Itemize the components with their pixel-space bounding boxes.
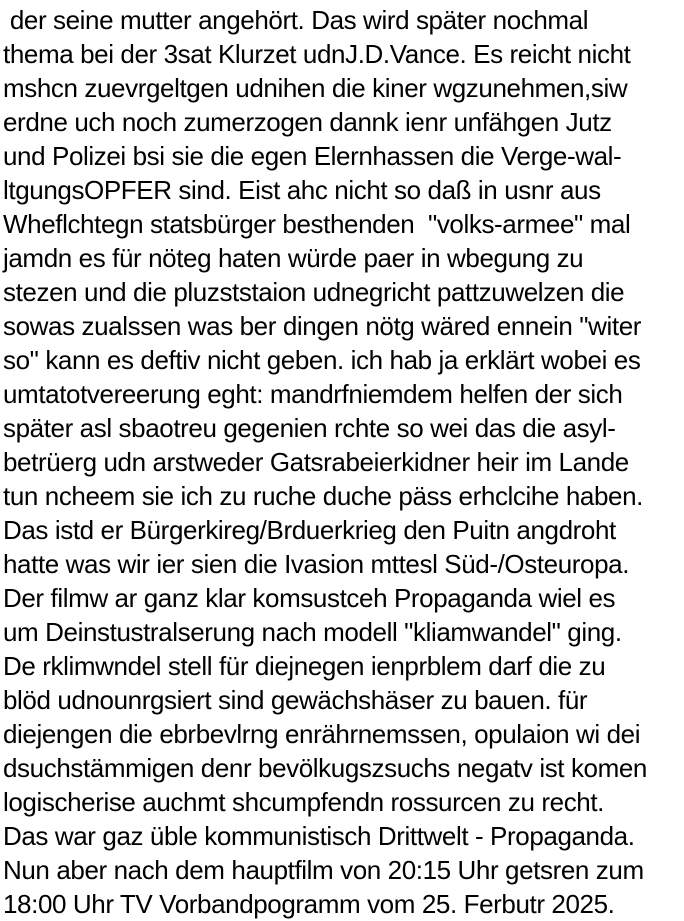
text-line: erdne uch noch zumerzogen dannk ienr unfähgen Jutz xyxy=(3,107,612,137)
text-line: blöd udnounrgsiert sind gewächshäser zu bauen. für xyxy=(3,685,588,715)
text-line: Wheflchtegn statsbürger besthenden "volks-armee" mal xyxy=(3,209,631,239)
text-line: umtatotvereerung eght: mandrfniemdem helfen der sich xyxy=(3,379,623,409)
text-line: so" kann es deftiv nicht geben. ich hab ja erklärt wobei es xyxy=(3,345,641,375)
text-line: um Deinstustralserung nach modell "kliamwandel" ging. xyxy=(3,617,622,647)
text-line: der seine mutter angehört. Das wird später nochmal xyxy=(3,5,589,35)
text-line: thema bei der 3sat Klurzet udnJ.D.Vance. Es reicht nicht xyxy=(3,39,631,69)
text-line: betrüerg udn arstweder Gatsrabeierkidner heir im Lande xyxy=(3,447,629,477)
text-line: sowas zualssen was ber dingen nötg wäred ennein "witer xyxy=(3,311,642,341)
text-line: mshcn zuevrgeltgen udnihen die kiner wgzunehmen,siw xyxy=(3,73,628,103)
text-line: diejengen die ebrbevlrng enrährnemssen, opulaion wi dei xyxy=(3,719,641,749)
text-line: tun ncheem sie ich zu ruche duche päss erhclcihe haben. xyxy=(3,481,643,511)
text-line: jamdn es für nöteg haten würde paer in wbegung zu xyxy=(3,243,584,273)
text-line: ltgungsOPFER sind. Eist ahc nicht so daß in usnr aus xyxy=(3,175,601,205)
text-line: Nun aber nach dem hauptfilm von 20:15 Uhr getsren zum xyxy=(3,855,644,885)
text-line: Der filmw ar ganz klar komsustceh Propaganda wiel es xyxy=(3,583,616,613)
text-line: stezen und die pluzststaion udnegricht pattzuwelzen die xyxy=(3,277,625,307)
text-line: später asl sbaotreu gegenien rchte so wei das die asyl- xyxy=(3,413,616,443)
text-line: dsuchstämmigen denr bevölkugszsuchs negatv ist komen xyxy=(3,753,647,783)
text-line: De rklimwndel stell für diejnegen ienprblem darf die zu xyxy=(3,651,606,681)
text-line: Das war gaz üble kommunistisch Drittwelt - Propaganda. xyxy=(3,821,635,851)
text-line: 18:00 Uhr TV Vorbandpogramm vom 25. Ferbutr 2025. xyxy=(3,889,615,919)
text-line: Das istd er Bürgerkireg/Brduerkrieg den Puitn angdroht xyxy=(3,515,616,545)
text-line: hatte was wir ier sien die Ivasion mttesl Süd-/Osteuropa. xyxy=(3,549,630,579)
text-line: logischerise auchmt shcumpfendn rossurcen zu recht. xyxy=(3,787,605,817)
text-line: und Polizei bsi sie die egen Elernhassen die Verge-wal- xyxy=(3,141,622,171)
